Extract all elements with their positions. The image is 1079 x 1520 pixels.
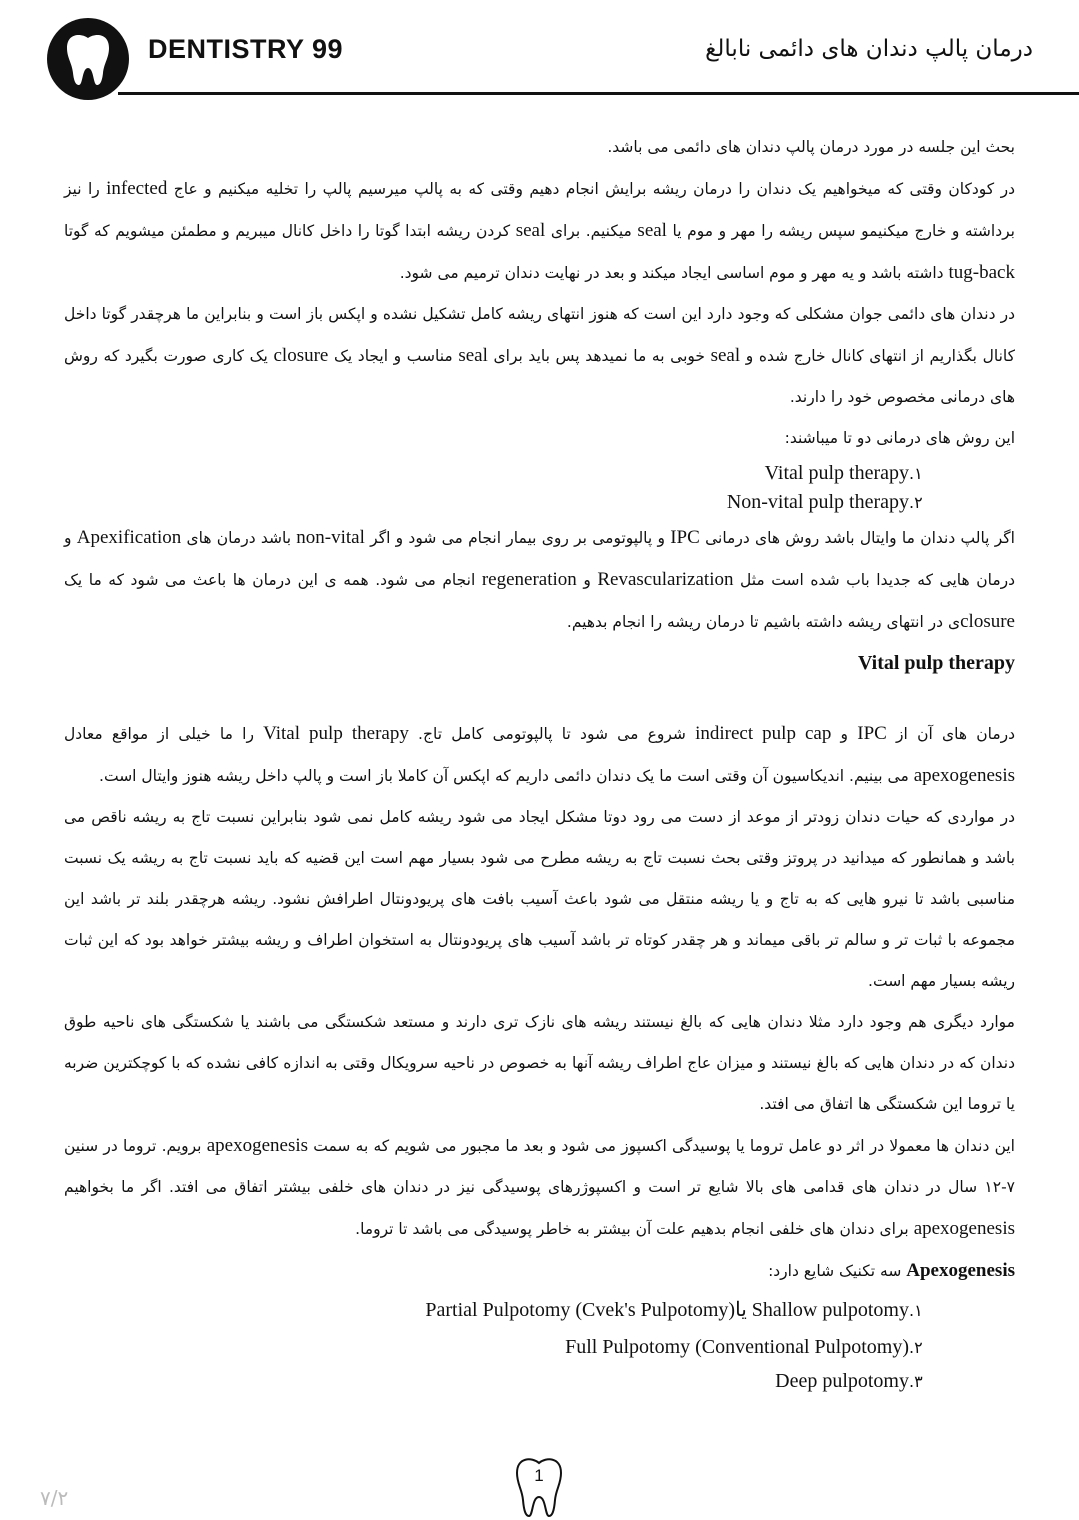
list-item: ۱.Partial Pulpotomy (Cvek's Pulpotomy)یا Shallow pulpotomy xyxy=(425,1299,923,1321)
list-item: ۳.Deep pulpotomy xyxy=(775,1370,923,1392)
list-item: ۲.Full Pulpotomy (Conventional Pulpotomy) xyxy=(565,1336,923,1358)
page-header xyxy=(0,0,1079,96)
list-item: ۱.Vital pulp therapy xyxy=(764,462,923,484)
list-item: ۲.Non-vital pulp therapy xyxy=(726,491,923,513)
document-body xyxy=(64,127,1015,1397)
header-divider xyxy=(118,92,1079,95)
treatment-methods-list xyxy=(64,459,1015,517)
paragraph-young-teeth: در دندان های دائمی جوان مشکلی که وجود دارد این است که هنوز انتهای ریشه کامل تشکیل نشده و اپکس باز است و بنابراین ما هرچقدر گوتا داخل کانال بگذاریم از انتهای کانال خارج شده و seal خوبی به ما نمیدهد پس باید برای seal مناسب و ایجاد یک closure یک کاری صورت بگیرد که روش های درمانی مخصوص خود را دارند. xyxy=(64,305,1015,406)
paragraph-crown-root-ratio: در مواردی که حیات دندان زودتر از موعد از دست می رود دوتا مشکل ایجاد می شود ریشه کامل نمی شود بنابراین نسبت تاج به ریشه ناقص می باشد و همانطور که میدانید در پروتز وقتی بحث نسبت تاج به ریشه مطرح می شود بسیار مهم است این قضیه که باید نسبت تاج به ریشه یک نسبت مناسبی باشد تا نیرو هایی که به تاج و یا ریشه منتقل می شود باعث آسیب بافت های پریودونتال اطرافش نشود. ریشه هرچقدر بلند تر باشد این مجموعه با ثبات تر و سالم تر باقی میماند و هر چقدر کوتاه تر باشد آسیب های پریودونتال به استخوان اطراف و ریشه بیشتر خواهد بود که این ثبات ریشه بسیار مهم است. xyxy=(64,808,1015,990)
document-title: درمان پالپ دندان های دائمی نابالغ xyxy=(705,36,1033,62)
brand-name: DENTISTRY 99 xyxy=(148,34,344,64)
paragraph-techniques-intro: Apexogenesis سه تکنیک شایع دارد: xyxy=(768,1260,1015,1281)
sheet-number: ۷/۲ xyxy=(40,1486,69,1510)
tooth-outline-icon xyxy=(511,1454,567,1520)
paragraph-intro: بحث این جلسه در مورد درمان پالپ دندان های دائمی می باشد. xyxy=(607,138,1015,156)
apexogenesis-techniques-list xyxy=(64,1292,1015,1397)
section-heading: Vital pulp therapy xyxy=(857,652,1015,674)
tooth-logo-icon xyxy=(47,18,129,100)
paragraph-methods-intro: این روش های درمانی دو تا میباشند: xyxy=(784,429,1015,447)
paragraph-trauma-caries: این دندان ها معمولا در اثر دو عامل تروما یا پوسیدگی اکسپوز می شود و بعد ما مجبور می شویم که به سمت apexogenesis برویم. تروما در سنین ۷-۱۲ سال در دندان های قدامی های بالا شایع تر است و اکسپوژرهای پوسیدگی نیز در دندان های خلفی بیشتر اتفاق می افتد. اگر ما بخواهیم apexogenesis برای دندان های خلفی انجام بدهیم علت آن بیشتر به خاطر پوسیدگی می باشد تا تروما. xyxy=(64,1135,1015,1239)
paragraph-vital-nonvital: اگر پالپ دندان ما وایتال باشد روش های درمانی IPC و پالپوتومی بر روی بیمار انجام می شود و اگر non-vital باشد درمان های Apexification و درمان هایی که جدیدا باب شده است مثل Revascularization و regeneration انجام می شود. همه ی این درمان ها باعث می شود که ما یک closureی در انتهای ریشه داشته باشیم تا درمان ریشه را انجام بدهیم. xyxy=(64,527,1016,632)
page-number: 1 xyxy=(534,1466,544,1485)
paragraph-vpt: درمان های آن از IPC و indirect pulp cap شروع می شود تا پالپوتومی کامل تاج. Vital pulp therapy را ما خیلی از مواقع معادل apexogenesis می بینیم. اندیکاسیون آن وقتی است ما یک دندان دائمی داریم که اپکس آن کاملا باز است و پالپ داخل ریشه هنوز وایتال است. xyxy=(64,723,1016,786)
paragraph-root-canal: در کودکان وقتی که میخواهیم یک دندان را درمان ریشه برایش انجام دهیم وقتی که به پالپ میرسیم پالپ را تخلیه میکنیم و عاج infected را نیز برداشته و خارج میکنیمو سپس ریشه را مهر و موم یا seal میکنیم. برای seal کردن ریشه ابتدا گوتا را داخل کانال میبریم و مطمئن میشویم که گوتا tug-back داشته باشد و یه مهر و موم اساسی ایجاد میکند و بعد در نهایت دندان ترمیم می شود. xyxy=(64,178,1015,283)
paragraph-fractures: موارد دیگری هم وجود دارد مثلا دندان هایی که بالغ نیستند ریشه های نازک تری دارند و مستعد شکستگی می باشند یا شکستگی های ناحیه طوق دندان که در دندان هایی که بالغ نیستند و میزان عاج اطراف ریشه آنها به خصوص در ناحیه سرویکال وقتی به اندازه کافی نشده که با کوچکترین ضربه یا تروما این شکستگی ها اتفاق می افتد. xyxy=(64,1013,1015,1113)
